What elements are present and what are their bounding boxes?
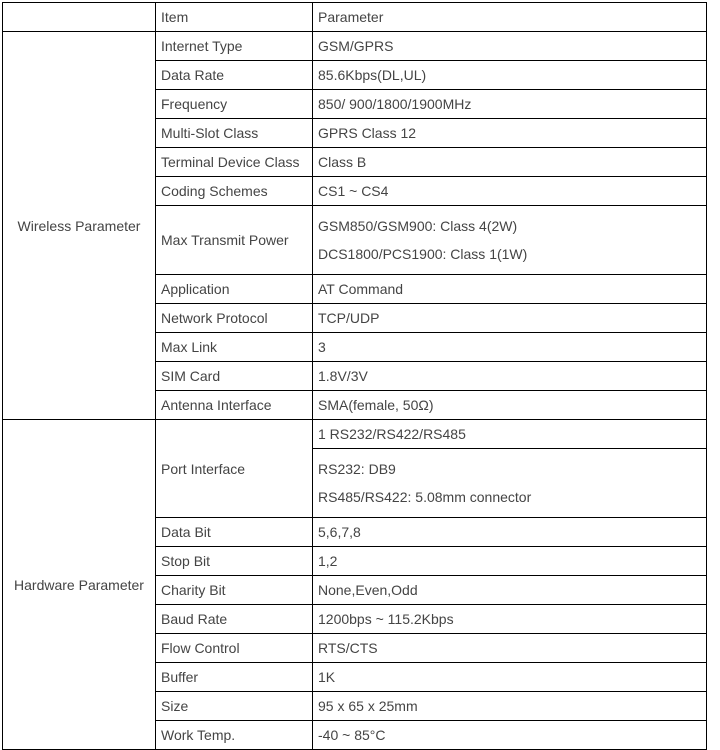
table-row: [3, 32, 707, 61]
value-cell: GPRS Class 12: [313, 119, 707, 148]
item-cell: Terminal Device Class: [156, 148, 313, 177]
header-item: Item: [156, 3, 313, 32]
item-cell: Data Rate: [156, 61, 313, 90]
value-cell: AT Command: [313, 275, 707, 304]
item-cell: Baud Rate: [156, 605, 313, 634]
item-cell: Frequency: [156, 90, 313, 119]
table-row: [3, 420, 707, 449]
value-cell: -40 ~ 85°C: [313, 721, 707, 750]
header-parameter: Parameter: [313, 3, 707, 32]
wireless-group-label: Wireless Parameter: [3, 32, 156, 420]
item-cell: Coding Schemes: [156, 177, 313, 206]
hardware-group-label: Hardware Parameter: [3, 420, 156, 750]
item-cell: Charity Bit: [156, 576, 313, 605]
item-cell: Network Protocol: [156, 304, 313, 333]
item-cell: Stop Bit: [156, 547, 313, 576]
value-cell-multiline: [313, 449, 707, 518]
item-cell: Max Link: [156, 333, 313, 362]
item-cell: Antenna Interface: [156, 391, 313, 420]
item-cell: Port Interface: [156, 420, 313, 518]
item-cell: Size: [156, 692, 313, 721]
header-group-cell: [3, 3, 156, 32]
item-cell: Application: [156, 275, 313, 304]
item-cell: Max Transmit Power: [156, 206, 313, 275]
value-cell: 5,6,7,8: [313, 518, 707, 547]
header-row: [3, 3, 707, 32]
item-cell: Buffer: [156, 663, 313, 692]
value-line: RS232: DB9: [318, 461, 396, 477]
value-cell: 1.8V/3V: [313, 362, 707, 391]
item-cell: SIM Card: [156, 362, 313, 391]
value-cell: 850/ 900/1800/1900MHz: [313, 90, 707, 119]
value-cell: None,Even,Odd: [313, 576, 707, 605]
value-cell: Class B: [313, 148, 707, 177]
value-cell: SMA(female, 50Ω): [313, 391, 707, 420]
item-cell: Multi-Slot Class: [156, 119, 313, 148]
value-line: GSM850/GSM900: Class 4(2W): [318, 218, 518, 234]
value-line: DCS1800/PCS1900: Class 1(1W): [318, 246, 528, 262]
value-cell: 1,2: [313, 547, 707, 576]
value-cell: 1200bps ~ 115.2Kbps: [313, 605, 707, 634]
value-cell: 95 x 65 x 25mm: [313, 692, 707, 721]
item-cell: Internet Type: [156, 32, 313, 61]
value-cell: TCP/UDP: [313, 304, 707, 333]
spec-table: [2, 2, 707, 750]
value-cell: 3: [313, 333, 707, 362]
item-cell: Data Bit: [156, 518, 313, 547]
value-cell: 1K: [313, 663, 707, 692]
item-cell: Flow Control: [156, 634, 313, 663]
value-cell: 1 RS232/RS422/RS485: [313, 420, 707, 449]
item-cell: Work Temp.: [156, 721, 313, 750]
value-cell-multiline: [313, 206, 707, 275]
value-cell: RTS/CTS: [313, 634, 707, 663]
value-cell: GSM/GPRS: [313, 32, 707, 61]
value-cell: 85.6Kbps(DL,UL): [313, 61, 707, 90]
value-cell: CS1 ~ CS4: [313, 177, 707, 206]
value-line: RS485/RS422: 5.08mm connector: [318, 489, 532, 505]
